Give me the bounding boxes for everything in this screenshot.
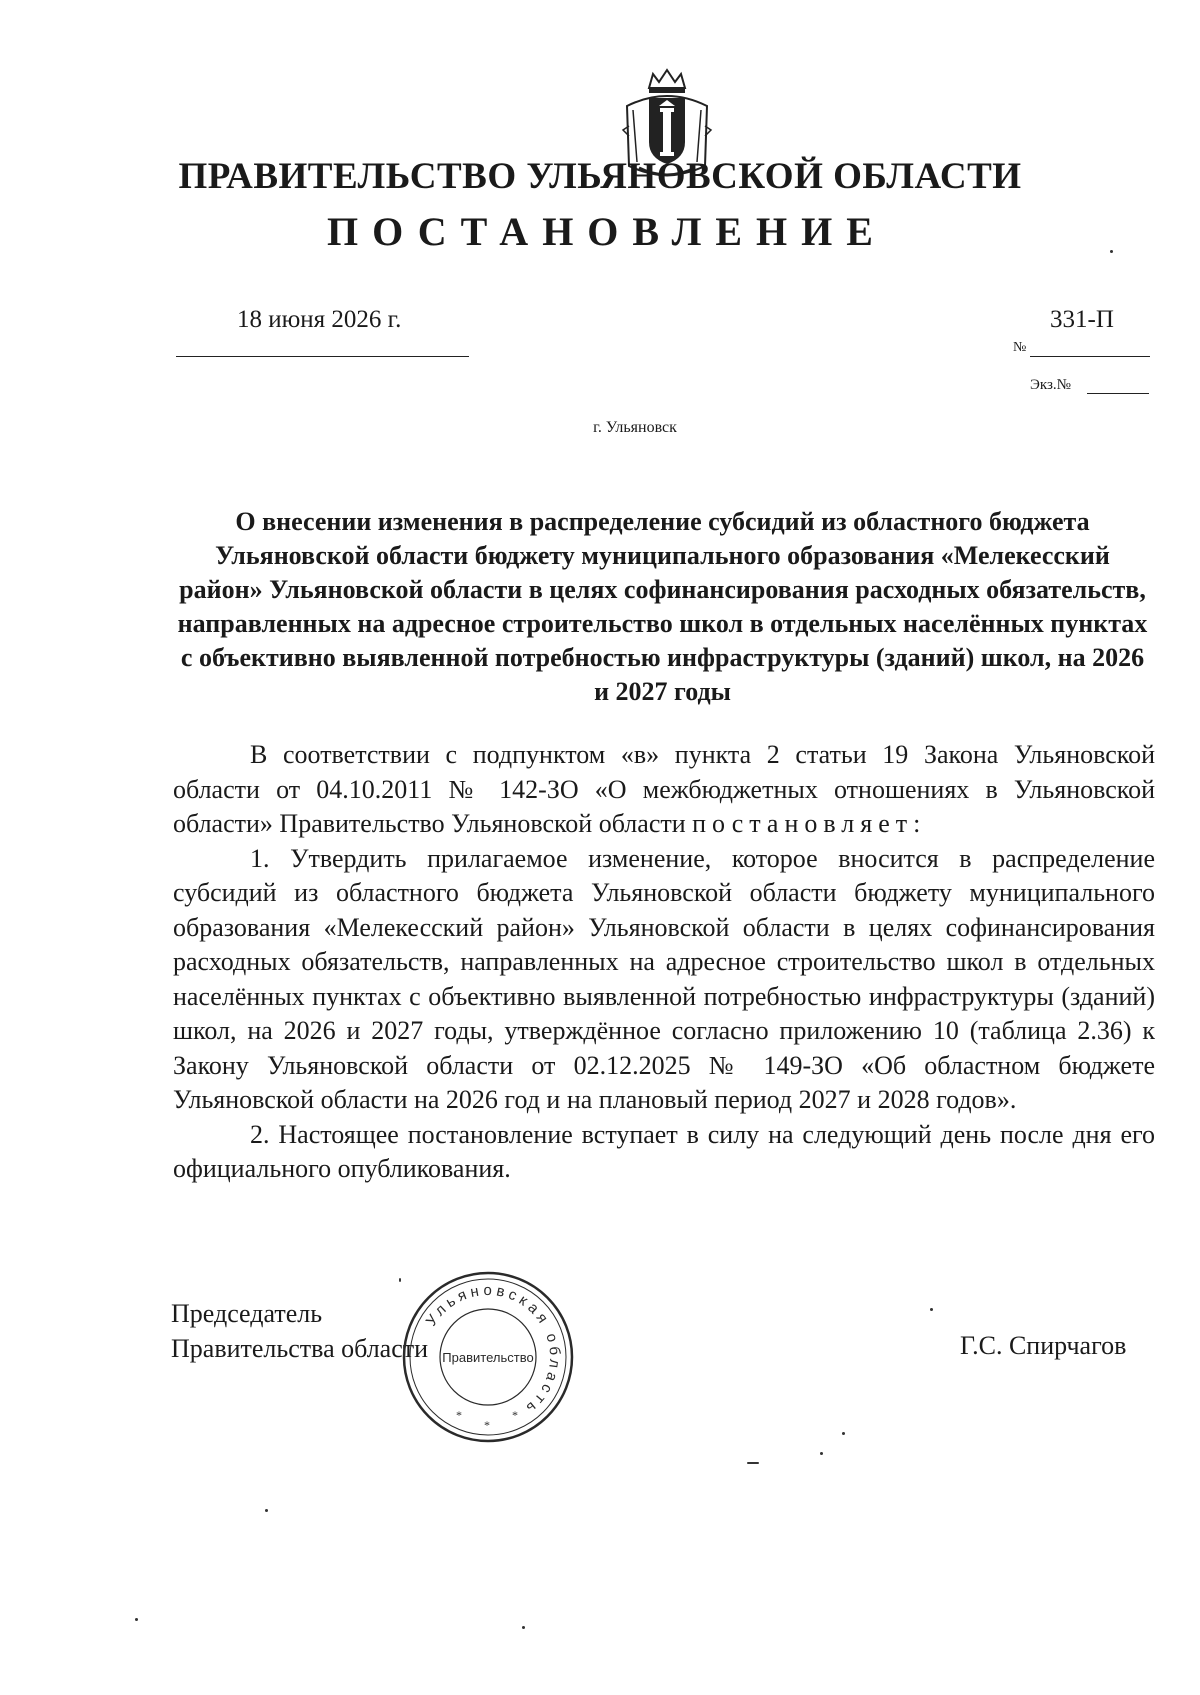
- preamble-text: В соответствии с подпунктом «в» пункта 2 статьи 19 Закона Ульяновской области от 04.10.2011 № 142-ЗО «О межбюджетных отношениях в Ульяновской области» Правительство Ульяновской области: [173, 740, 1155, 838]
- scan-speck: [135, 1618, 138, 1621]
- scan-speck: [522, 1626, 525, 1629]
- signatory-position: [171, 1296, 428, 1366]
- number-sign: №: [1013, 340, 1027, 355]
- document-body: [173, 738, 1155, 1187]
- item-2-paragraph: 2. Настоящее постановление вступает в силу на следующий день после дня его официального опубликования.: [173, 1119, 1155, 1183]
- copy-number-underline: [1087, 393, 1149, 394]
- preamble-keyword: постановляет:: [692, 809, 927, 838]
- seal-ring-text: Ульяновская область: [422, 1281, 564, 1419]
- scan-speck: [399, 1278, 401, 1282]
- scan-speck: [265, 1509, 268, 1512]
- scan-speck: [820, 1452, 823, 1455]
- document-date: 18 июня 2026 г.: [237, 306, 402, 333]
- city-name: г. Ульяновск: [593, 419, 677, 436]
- official-seal-icon: [400, 1269, 576, 1445]
- date-underline: [176, 356, 469, 357]
- signatory-name: Г.С. Спирчагов: [960, 1331, 1127, 1360]
- preamble-paragraph: [173, 738, 1155, 842]
- number-underline: [1030, 356, 1150, 357]
- scan-speck: [747, 1462, 759, 1464]
- document-type-title: ПОСТАНОВЛЕНИЕ: [327, 209, 887, 254]
- item-1-paragraph: 1. Утвердить прилагаемое изменение, которое вносится в распределение субсидий из областного бюджета Ульяновской области бюджету муниципального образования «Мелекесский район» Ульяновской области в целях софинансирования расходных обязательств, направленных на адресное строительство школ в отдельных населённых пунктах с объективно выявленной потребностью инфраструктуры (зданий) школ, на 2026 и 2027 годы, утверждённое согласно приложению 10 (таблица 2.36) к Закону Ульяновской области от 02.12.2025 № 149-ЗО «Об областном бюджете Ульяновской области на 2026 год и на плановый период 2027 и 2028 годов».: [173, 843, 1155, 1114]
- document-number: 331-П: [1050, 306, 1114, 333]
- svg-text:*: *: [512, 1408, 518, 1422]
- scan-speck: [930, 1308, 933, 1311]
- copy-number-label: Экз.№: [1030, 377, 1071, 393]
- document-subject: О внесении изменения в распределение субсидий из областного бюджета Ульяновской области бюджету муниципального образования «Мелекесский район» Ульяновской области в целях софинансирования расходных обязательств, направленных на адресное строительство школ в отдельных населённых пунктах с объективно выявленной потребностью инфраструктуры (зданий) школ, на 2026 и 2027 годы: [177, 507, 1148, 706]
- svg-text:*: *: [484, 1418, 490, 1432]
- signatory-position-line2: Правительства области: [171, 1334, 429, 1363]
- government-title: ПРАВИТЕЛЬСТВО УЛЬЯНОВСКОЙ ОБЛАСТИ: [178, 156, 1022, 197]
- svg-text:*: *: [456, 1408, 462, 1422]
- seal-center-text: Правительство: [442, 1350, 534, 1365]
- scan-speck: [842, 1432, 845, 1435]
- scan-speck: [1110, 250, 1113, 253]
- signatory-position-line1: Председатель: [171, 1299, 323, 1328]
